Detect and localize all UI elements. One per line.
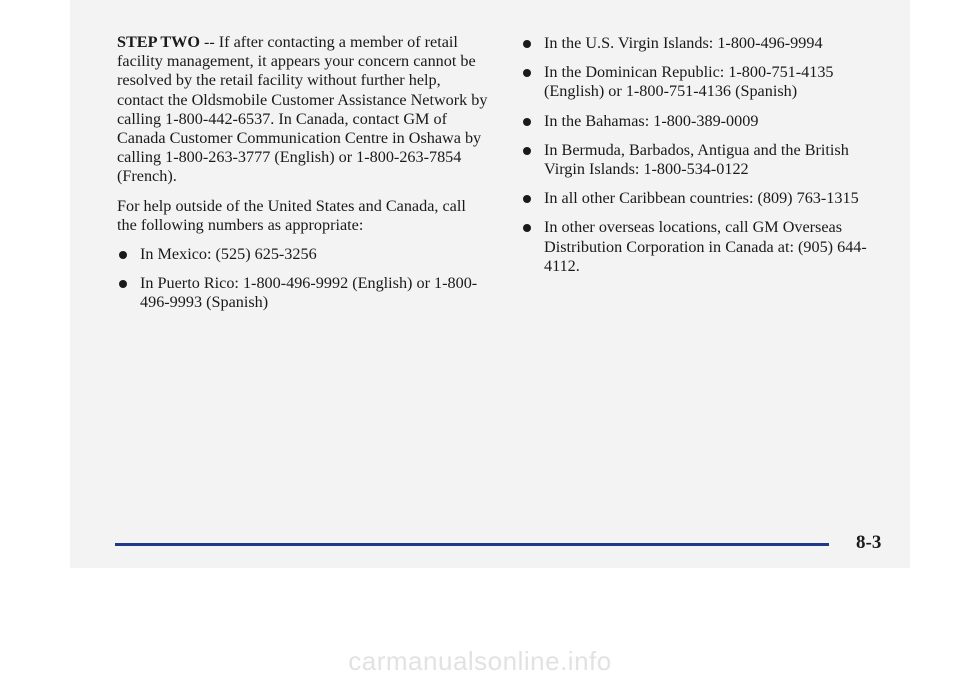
list-item: In the Dominican Republic: 1-800-751-4135 (English) or 1-800-751-4136 (Spanish) xyxy=(521,63,881,101)
watermark-text: carmanualsonline.info xyxy=(348,646,612,676)
step-two-paragraph xyxy=(117,33,489,187)
bullet-icon xyxy=(523,195,531,203)
list-item: In all other Caribbean countries: (809) 763-1315 xyxy=(521,189,881,208)
bullet-icon xyxy=(523,40,531,48)
right-column xyxy=(521,34,881,286)
list-item: In Puerto Rico: 1-800-496-9992 (English) or 1-800-496-9993 (Spanish) xyxy=(117,274,489,312)
outside-intro: For help outside of the United States and Canada, call the following numbers as appropriate: xyxy=(117,196,466,234)
right-phone-list xyxy=(521,34,881,276)
left-column xyxy=(117,33,489,323)
bullet-icon xyxy=(523,224,531,232)
step-separator: -- xyxy=(199,33,219,51)
bullet-icon xyxy=(119,251,127,259)
step-text: If after contacting a member of retail facility management, it appears your concern cannot be resolved by the retail facility without further help, contact the Oldsmobile Customer Assistance Network by calling 1-800-442-6537. In Canada, contact GM of Canada Customer Communication Centre in Oshawa by calling 1-800-263-3777 (English) or 1-800-263-7854 (French). xyxy=(117,33,488,186)
list-item: In other overseas locations, call GM Overseas Distribution Corporation in Canada at: (905) 644-4112. xyxy=(521,218,881,276)
list-item: In Bermuda, Barbados, Antigua and the British Virgin Islands: 1-800-534-0122 xyxy=(521,141,881,179)
list-item: In the U.S. Virgin Islands: 1-800-496-9994 xyxy=(521,34,881,53)
step-label: STEP TWO xyxy=(117,33,200,51)
list-item: In Mexico: (525) 625-3256 xyxy=(117,245,489,264)
bullet-icon xyxy=(523,147,531,155)
footer-rule xyxy=(115,543,829,546)
left-phone-list xyxy=(117,245,489,313)
bullet-icon xyxy=(119,280,127,288)
page-number: 8-3 xyxy=(856,532,882,553)
list-item: In the Bahamas: 1-800-389-0009 xyxy=(521,112,881,131)
bullet-icon xyxy=(523,118,531,126)
bullet-icon xyxy=(523,69,531,77)
